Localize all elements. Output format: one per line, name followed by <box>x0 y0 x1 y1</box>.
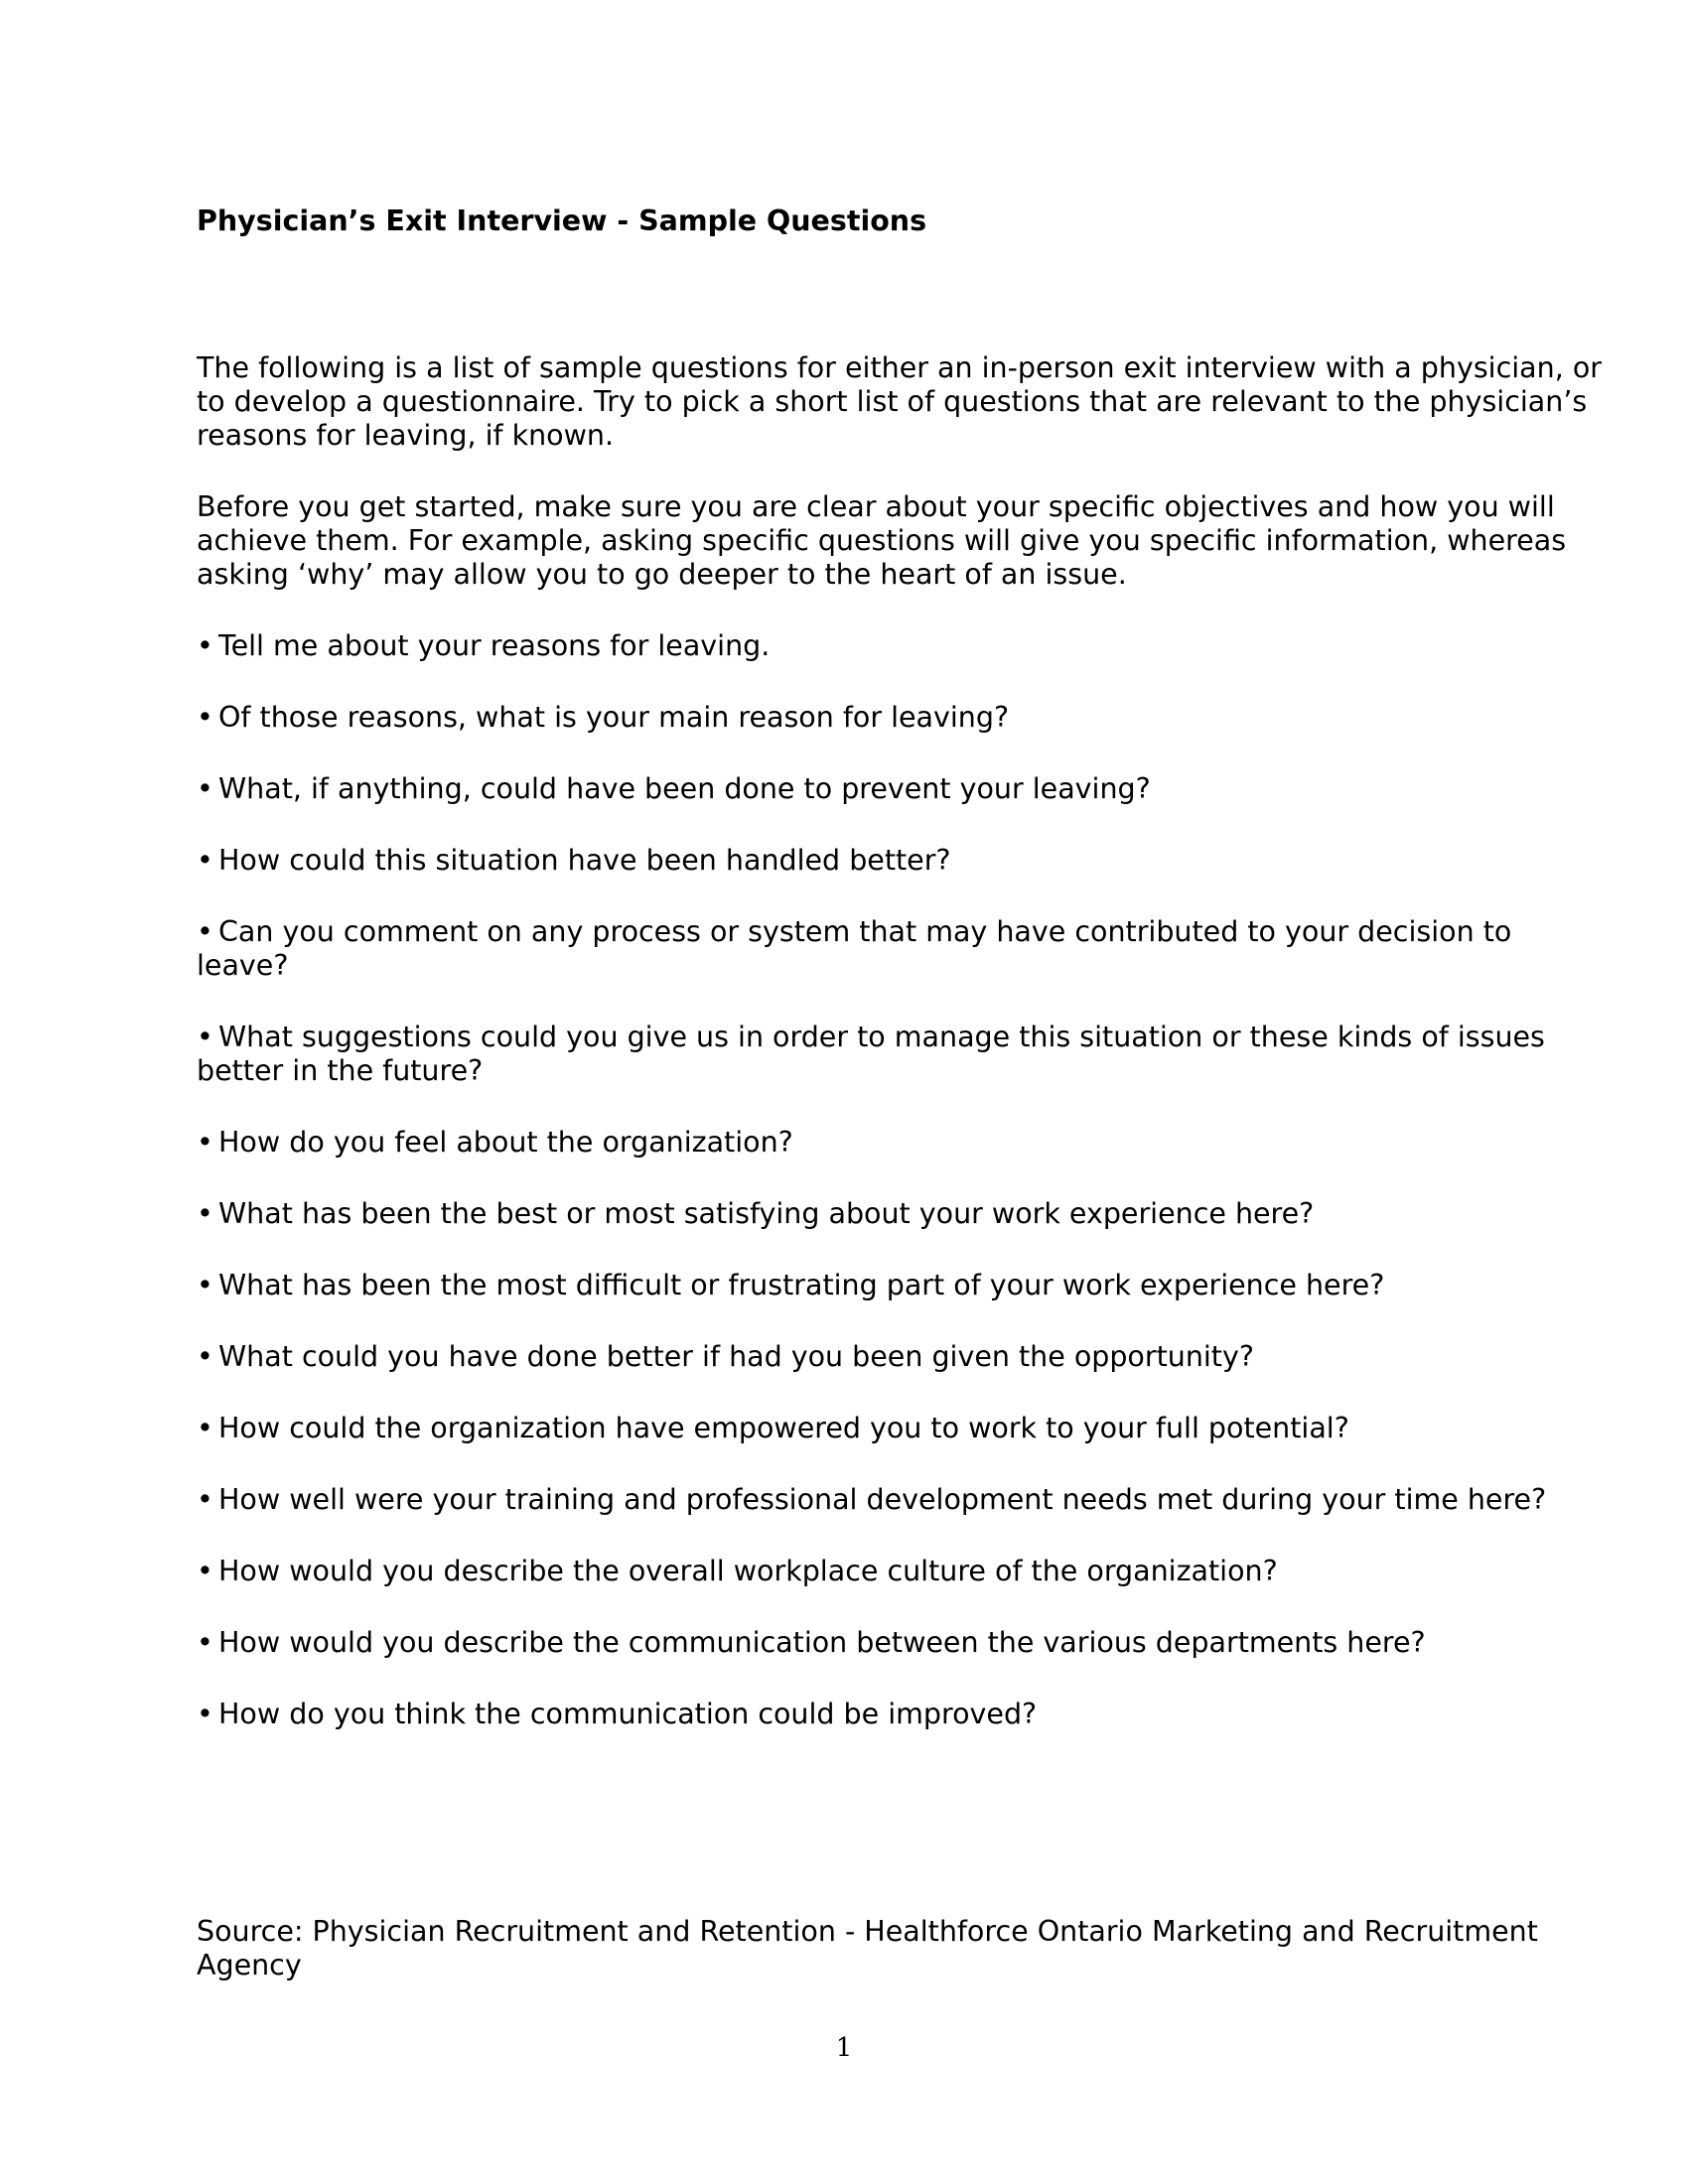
bullet-icon: • <box>197 1483 213 1516</box>
intro-line: reasons for leaving, if known. <box>197 419 615 452</box>
bullet-icon: • <box>197 772 213 805</box>
question-text: How do you feel about the organization? <box>218 1126 793 1159</box>
question-text-line <box>197 1269 1587 1302</box>
question-text: Can you comment on any process or system that may have contributed to your decision to <box>218 915 1512 948</box>
question-item <box>197 1555 1587 1588</box>
bullet-icon: • <box>197 1555 213 1587</box>
question-item <box>197 1412 1587 1445</box>
document-title: Physician’s Exit Interview - Sample Questions <box>197 205 927 237</box>
question-text: How do you think the communication could be improved? <box>218 1698 1038 1730</box>
question-item <box>197 772 1587 806</box>
question-text-line <box>197 1054 1587 1088</box>
question-text: How could the organization have empowered you to work to your full potential? <box>218 1412 1349 1444</box>
question-text: What could you have done better if had you been given the opportunity? <box>218 1340 1254 1373</box>
bullet-icon: • <box>197 1626 213 1659</box>
intro-paragraph <box>197 351 1602 453</box>
question-text: What has been the best or most satisfying about your work experience here? <box>218 1197 1315 1230</box>
question-text: How well were your training and professional development needs met during your time here? <box>218 1483 1547 1516</box>
question-text: Tell me about your reasons for leaving. <box>218 629 771 662</box>
question-text-line <box>197 1412 1587 1445</box>
guidance-line: Before you get started, make sure you are clear about your specific objectives and how you will <box>197 490 1555 523</box>
question-text-line <box>197 1555 1587 1588</box>
question-text-line <box>197 629 1587 663</box>
source-line: Source: Physician Recruitment and Retention - Healthforce Ontario Marketing and Recruitment <box>197 1915 1538 1948</box>
question-item <box>197 629 1587 663</box>
question-item <box>197 1483 1587 1517</box>
question-text: leave? <box>197 949 289 982</box>
question-text: What, if anything, could have been done to prevent your leaving? <box>218 772 1151 805</box>
bullet-icon: • <box>197 915 213 948</box>
question-text-line <box>197 949 1587 983</box>
bullet-icon: • <box>197 1269 213 1301</box>
question-text-line <box>197 772 1587 806</box>
source-citation <box>197 1915 1587 1982</box>
question-text-line <box>197 915 1587 949</box>
question-item <box>197 701 1587 735</box>
question-text-line <box>197 1126 1587 1160</box>
guidance-line: asking ‘why’ may allow you to go deeper to the heart of an issue. <box>197 558 1127 591</box>
question-text-line <box>197 1197 1587 1231</box>
intro-line: to develop a questionnaire. Try to pick a short list of questions that are relevant to the physician’s <box>197 385 1588 418</box>
bullet-icon: • <box>197 1698 213 1730</box>
question-item <box>197 1626 1587 1660</box>
question-text-line <box>197 844 1587 878</box>
question-item <box>197 1021 1587 1088</box>
question-text: How would you describe the communication between the various departments here? <box>218 1626 1426 1659</box>
question-text-line <box>197 1698 1587 1731</box>
source-line: Agency <box>197 1949 302 1981</box>
question-text: How could this situation have been handled better? <box>218 844 951 877</box>
question-item <box>197 915 1587 983</box>
guidance-line: achieve them. For example, asking specific questions will give you specific information, whereas <box>197 524 1567 557</box>
question-item <box>197 1340 1587 1374</box>
question-list <box>197 629 1587 1769</box>
question-text: better in the future? <box>197 1054 484 1087</box>
question-item <box>197 1269 1587 1302</box>
bullet-icon: • <box>197 1021 213 1053</box>
question-text: What suggestions could you give us in order to manage this situation or these kinds of issues <box>218 1021 1545 1053</box>
bullet-icon: • <box>197 701 213 734</box>
bullet-icon: • <box>197 629 213 662</box>
intro-line: The following is a list of sample questions for either an in-person exit interview with a physician, or <box>197 351 1602 384</box>
question-text-line <box>197 1483 1587 1517</box>
page-number: 1 <box>835 2033 853 2063</box>
question-text: How would you describe the overall workplace culture of the organization? <box>218 1555 1278 1587</box>
question-text-line <box>197 1021 1587 1054</box>
bullet-icon: • <box>197 844 213 877</box>
bullet-icon: • <box>197 1197 213 1230</box>
question-text-line <box>197 1626 1587 1660</box>
bullet-icon: • <box>197 1340 213 1373</box>
question-text: What has been the most difficult or frustrating part of your work experience here? <box>218 1269 1385 1301</box>
guidance-paragraph <box>197 490 1587 592</box>
question-item <box>197 1197 1587 1231</box>
question-item <box>197 1126 1587 1160</box>
question-item <box>197 844 1587 878</box>
question-text: Of those reasons, what is your main reason for leaving? <box>218 701 1010 734</box>
question-item <box>197 1698 1587 1731</box>
question-text-line <box>197 701 1587 735</box>
bullet-icon: • <box>197 1412 213 1444</box>
question-text-line <box>197 1340 1587 1374</box>
bullet-icon: • <box>197 1126 213 1159</box>
